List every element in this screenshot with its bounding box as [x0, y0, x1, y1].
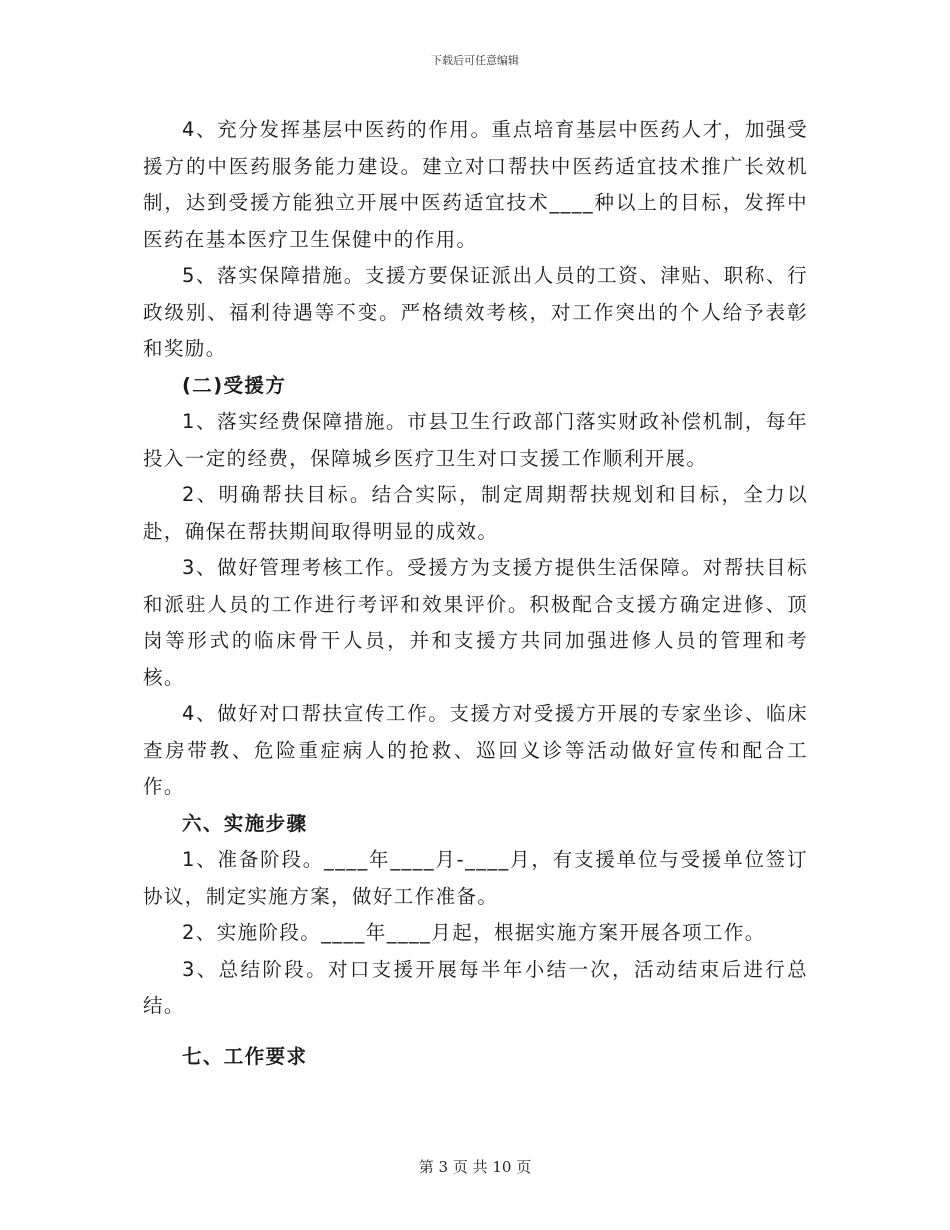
paragraph-management: 3、做好管理考核工作。受援方为支援方提供生活保障。对帮扶目标和派驻人员的工作进行考评和效果评价。积极配合支援方确定进修、顶岗等形式的临床骨干人员，并和支援方共同加强进修人员的管理和考核。 — [143, 556, 808, 689]
document-body — [143, 112, 808, 1075]
paragraph-preparation: 1、准备阶段。____年____月-____月，有支援单位与受援单位签订协议，制定实施方案，做好工作准备。 — [143, 848, 808, 908]
section-heading-requirements: 七、工作要求 — [182, 1044, 308, 1068]
paragraph-safeguards: 5、落实保障措施。支援方要保证派出人员的工资、津贴、职称、行政级别、福利待遇等不变。严格绩效考核，对工作突出的个人给予表彰和奖励。 — [143, 264, 808, 360]
section-heading-recipient: (二)受援方 — [182, 373, 287, 397]
paragraph-summary: 3、总结阶段。对口支援开展每半年小结一次，活动结束后进行总结。 — [143, 957, 808, 1017]
section-heading-steps: 六、实施步骤 — [182, 811, 308, 835]
paragraph-tcm-role: 4、充分发挥基层中医药的作用。重点培育基层中医药人才，加强受援方的中医药服务能力建设。建立对口帮扶中医药适宜技术推广长效机制，达到受援方能独立开展中医药适宜技术____种以上的目标，发挥中医药在基本医疗卫生保健中的作用。 — [143, 118, 808, 251]
header-note: 下载后可任意编辑 — [431, 54, 519, 67]
paragraph-publicity: 4、做好对口帮扶宣传工作。支援方对受援方开展的专家坐诊、临床查房带教、危险重症病人的抢救、巡回义诊等活动做好宣传和配合工作。 — [143, 702, 808, 798]
paragraph-implementation: 2、实施阶段。____年____月起，根据实施方案开展各项工作。 — [182, 921, 766, 944]
paragraph-goals: 2、明确帮扶目标。结合实际，制定周期帮扶规划和目标，全力以赴，确保在帮扶期间取得明显的成效。 — [143, 483, 808, 543]
page-number: 第 3 页 共 10 页 — [418, 1158, 532, 1176]
paragraph-funding: 1、落实经费保障措施。市县卫生行政部门落实财政补偿机制，每年投入一定的经费，保障城乡医疗卫生对口支援工作顺利开展。 — [143, 410, 808, 470]
